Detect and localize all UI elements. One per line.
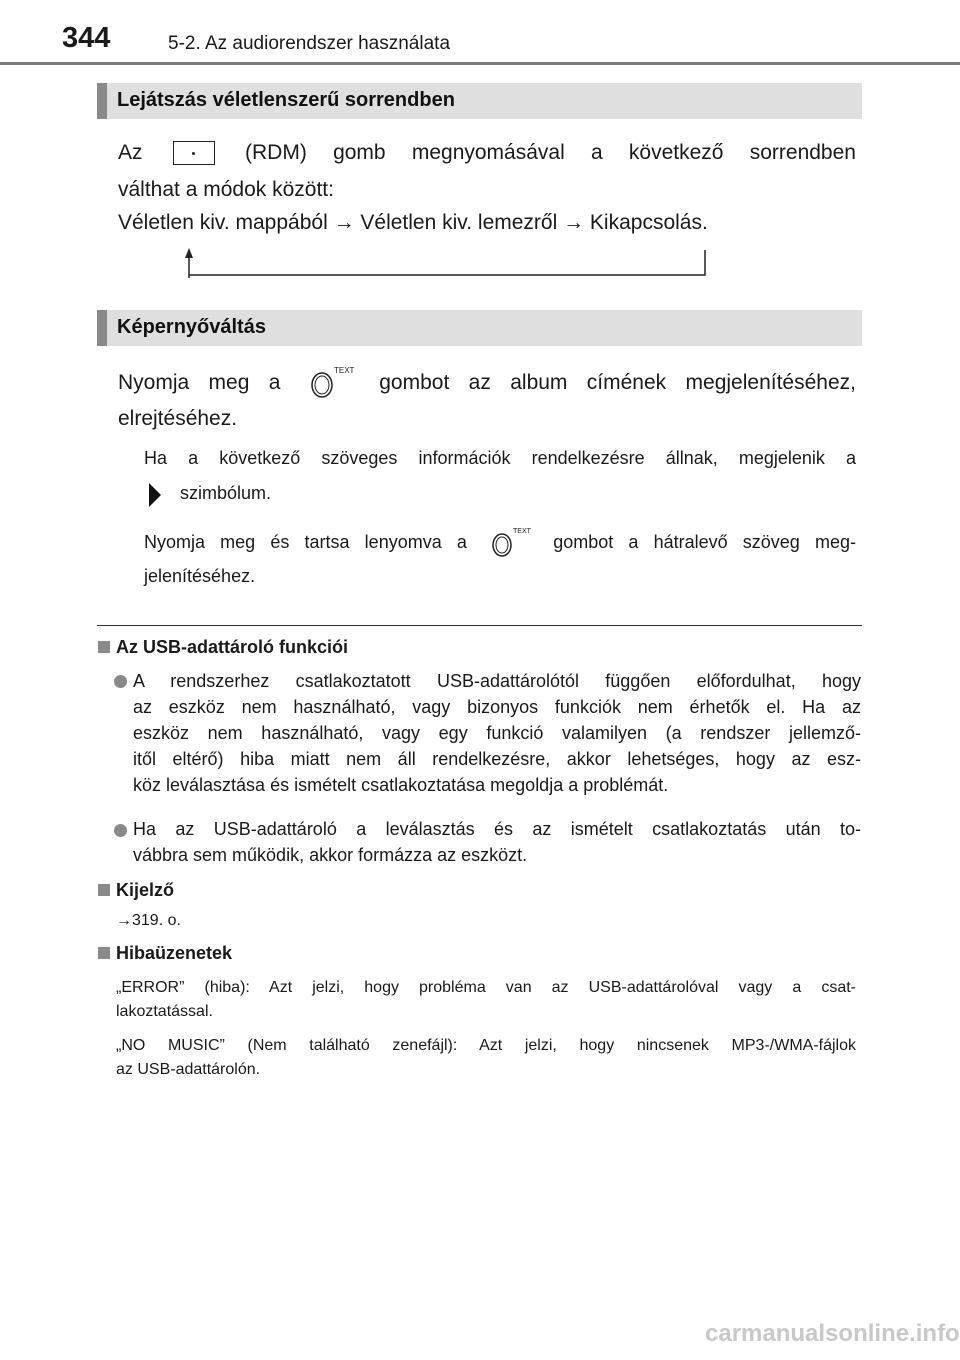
line: köz leválasztása és ismételt csatlakoztatása megoldja a problémát. bbox=[133, 775, 669, 795]
text: Kijelző bbox=[116, 880, 175, 900]
round-bullet-icon bbox=[114, 675, 127, 688]
random-mode-sequence: Véletlen kiv. mappából → Véletlen kiv. lemezről → Kikapcsolás. bbox=[118, 211, 708, 234]
round-bullet-icon bbox=[114, 824, 127, 837]
square-bullet-icon bbox=[98, 947, 110, 959]
text: Nyomja meg a bbox=[118, 371, 281, 394]
line: eszköz nem használható, vagy egy funkció valamilyen (a rendszer jellemző- bbox=[133, 723, 861, 743]
note-2-line-2: jelenítéséhez. bbox=[144, 566, 256, 586]
watermark: carmanualsonline.info bbox=[705, 1320, 960, 1347]
note-1-line-2 bbox=[146, 478, 271, 508]
line: az USB-adattárolón. bbox=[116, 1061, 261, 1078]
section-title: Képernyőváltás bbox=[117, 316, 266, 338]
errors-heading bbox=[98, 943, 232, 964]
random-line-2: válthat a módok között: bbox=[118, 178, 334, 201]
rdm-button-icon bbox=[173, 141, 215, 165]
line: A rendszerhez csatlakoztatott USB-adattárolótól függően előfordulhat, hogy bbox=[133, 671, 861, 691]
random-line-1 bbox=[118, 136, 856, 170]
usb-item-2 bbox=[133, 816, 861, 868]
display-line-1 bbox=[118, 366, 856, 400]
line: lakoztatással. bbox=[116, 1003, 213, 1020]
square-bullet-icon bbox=[98, 884, 110, 896]
svg-text:TEXT: TEXT bbox=[513, 528, 531, 536]
page-number: 344 bbox=[62, 22, 111, 54]
line: Ha az USB-adattároló a leválasztás és az ismételt csatlakoztatás után to- bbox=[133, 819, 861, 839]
line: vábbra sem működik, akkor formázza az eszközt. bbox=[133, 845, 528, 865]
line: „ERROR” (hiba): Azt jelzi, hogy probléma van az USB-adattárolóval vagy a csat- bbox=[116, 979, 856, 996]
svg-text:TEXT: TEXT bbox=[333, 366, 355, 376]
chapter-title: 5-2. Az audiorendszer használata bbox=[168, 33, 451, 54]
text: (RDM) gomb megnyomásával a következő sorrendben bbox=[245, 141, 856, 164]
text: Az bbox=[118, 141, 143, 164]
text: Nyomja meg és tartsa lenyomva a bbox=[144, 532, 467, 552]
note-1-line-1: Ha a következő szöveges információk rendelkezésre állnak, megjelenik a bbox=[144, 448, 856, 468]
header-rule bbox=[0, 62, 960, 65]
text: Az USB-adattároló funkciói bbox=[116, 637, 349, 657]
display-line-2: elrejtéséhez. bbox=[118, 407, 238, 430]
section-title: Lejátszás véletlenszerű sorrendben bbox=[117, 89, 455, 111]
more-text-symbol-icon bbox=[146, 481, 166, 507]
section-divider bbox=[97, 625, 862, 626]
usb-item-1 bbox=[133, 668, 861, 798]
text-knob-icon bbox=[300, 368, 360, 398]
error-message-2 bbox=[116, 1034, 856, 1082]
text: gombot az album címének megjelenítéséhez, bbox=[379, 371, 856, 394]
usb-heading bbox=[98, 637, 348, 658]
square-bullet-icon bbox=[98, 641, 110, 653]
note-2-line-1 bbox=[144, 527, 856, 557]
text: Hibaüzenetek bbox=[116, 943, 233, 963]
text-knob-icon bbox=[482, 529, 538, 557]
line: „NO MUSIC” (Nem található zenefájl): Azt jelzi, hogy nincsenek MP3-/WMA-fájlok bbox=[116, 1037, 856, 1054]
section-heading-random bbox=[97, 83, 862, 119]
display-heading bbox=[98, 880, 174, 901]
line: itől eltérő) hiba miatt nem áll rendelkezésre, akkor lehetséges, hogy az esz- bbox=[133, 749, 861, 769]
text: gombot a hátralevő szöveg meg- bbox=[553, 532, 856, 552]
cycle-arrow-icon bbox=[180, 248, 720, 280]
section-heading-display-switch bbox=[97, 310, 862, 346]
line: az eszköz nem használható, vagy bizonyos funkciók nem érhetők el. Ha az bbox=[133, 697, 861, 717]
display-page-reference: →319. o. bbox=[116, 912, 181, 929]
text: szimbólum. bbox=[180, 483, 272, 503]
error-message-1 bbox=[116, 976, 856, 1024]
